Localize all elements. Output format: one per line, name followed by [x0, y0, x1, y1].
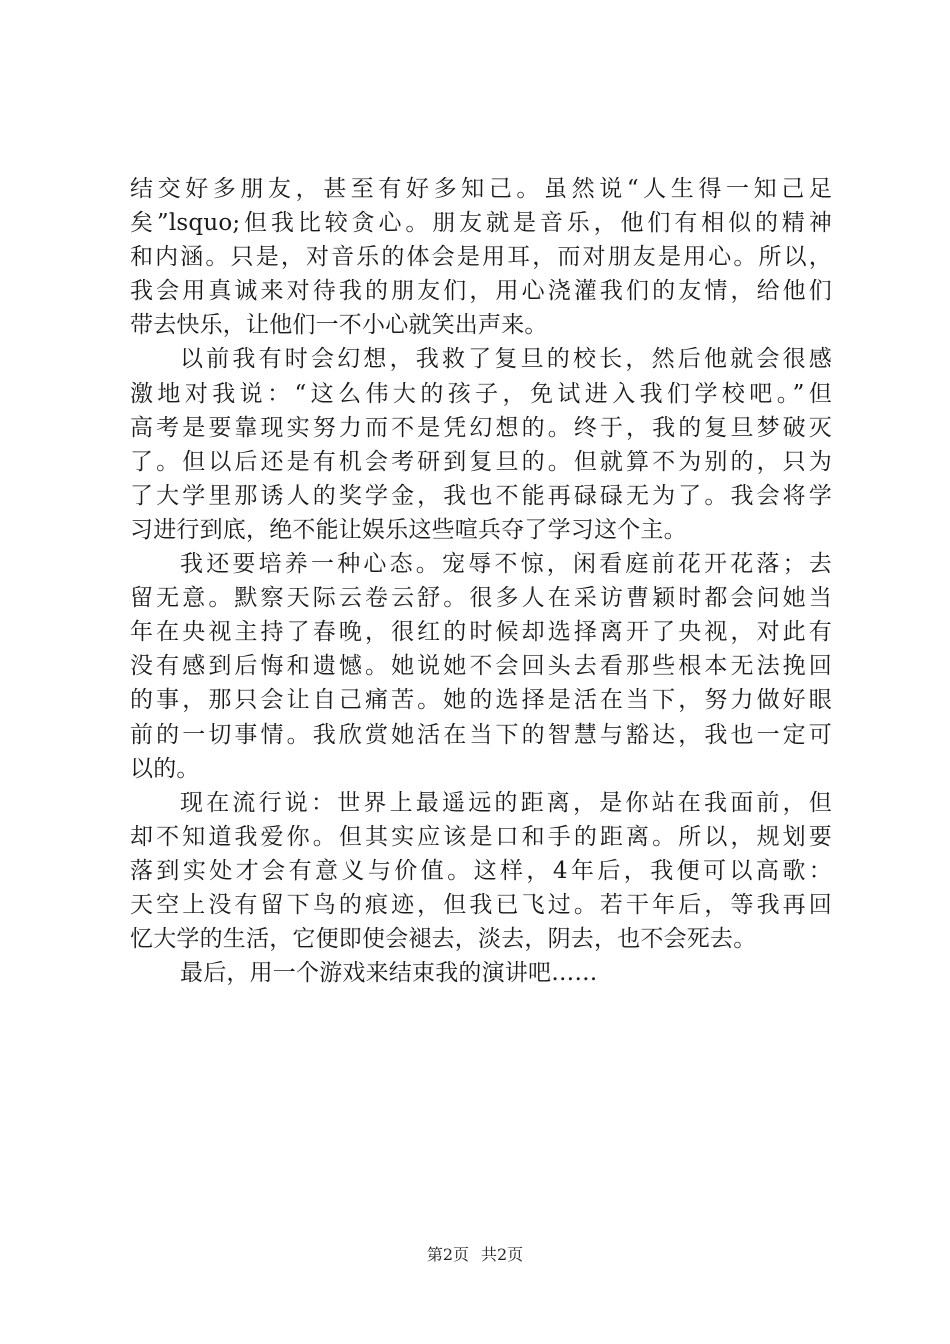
text-line: 了大学里那诱人的奖学金，我也不能再碌碌无为了。我会将学 — [130, 482, 832, 509]
text-line: 的事，那只会让自己痛苦。她的选择是活在当下，努力做好眼 — [130, 687, 832, 714]
text-line: 带去快乐，让他们一不小心就笑出声来。 — [130, 312, 548, 339]
paragraph-first-line: 现在流行说：世界上最遥远的距离，是你站在我面前，但 — [180, 789, 832, 816]
text-line: 我会用真诚来对待我的朋友们，用心浇灌我们的友情，给他们 — [130, 278, 832, 305]
text-line: 和内涵。只是，对音乐的体会是用耳，而对朋友是用心。所以， — [130, 244, 832, 271]
page-footer — [0, 1244, 950, 1266]
text-line: 落到实处才会有意义与价值。这样，4年后，我便可以高歌： — [130, 857, 832, 884]
text-line: 留无意。默察天际云卷云舒。很多人在采访曹颖时都会问她当 — [130, 585, 832, 612]
text-line: 了。但以后还是有机会考研到复旦的。但就算不为别的，只为 — [130, 448, 832, 475]
text-line: 激地对我说：“这么伟大的孩子，免试进入我们学校吧。”但 — [130, 380, 832, 407]
document-body — [130, 172, 832, 990]
text-line: 以的。 — [130, 755, 200, 782]
paragraph-first-line: 我还要培养一种心态。宠辱不惊，闲看庭前花开花落；去 — [180, 551, 832, 578]
page-total: 共2页 — [481, 1245, 524, 1264]
text-line: 前的一切事情。我欣赏她活在当下的智慧与豁达，我也一定可 — [130, 721, 832, 748]
text-line: 却不知道我爱你。但其实应该是口和手的距离。所以，规划要 — [130, 823, 832, 850]
text-line: 结交好多朋友，甚至有好多知己。虽然说“人生得一知己足 — [130, 176, 832, 202]
text-line: 没有感到后悔和遗憾。她说她不会回头去看那些根本无法挽回 — [130, 653, 832, 680]
text-line: 习进行到底，绝不能让娱乐这些喧兵夺了学习这个主。 — [130, 516, 687, 543]
text-line: 年在央视主持了春晚，很红的时候却选择离开了央视，对此有 — [130, 619, 832, 646]
text-line: 天空上没有留下鸟的痕迹，但我已飞过。若干年后，等我再回 — [130, 891, 832, 918]
paragraph-first-line: 最后，用一个游戏来结束我的演讲吧…… — [180, 960, 598, 987]
text-line: 忆大学的生活，它便即使会褪去，淡去，阴去，也不会死去。 — [130, 926, 757, 953]
text-line: 矣”lsquo;但我比较贪心。朋友就是音乐，他们有相似的精神 — [130, 210, 832, 237]
text-line: 高考是要靠现实努力而不是凭幻想的。终于，我的复旦梦破灭 — [130, 414, 832, 441]
page-number: 第2页 — [426, 1245, 469, 1264]
paragraph-first-line: 以前我有时会幻想，我救了复旦的校长，然后他就会很感 — [180, 346, 832, 373]
